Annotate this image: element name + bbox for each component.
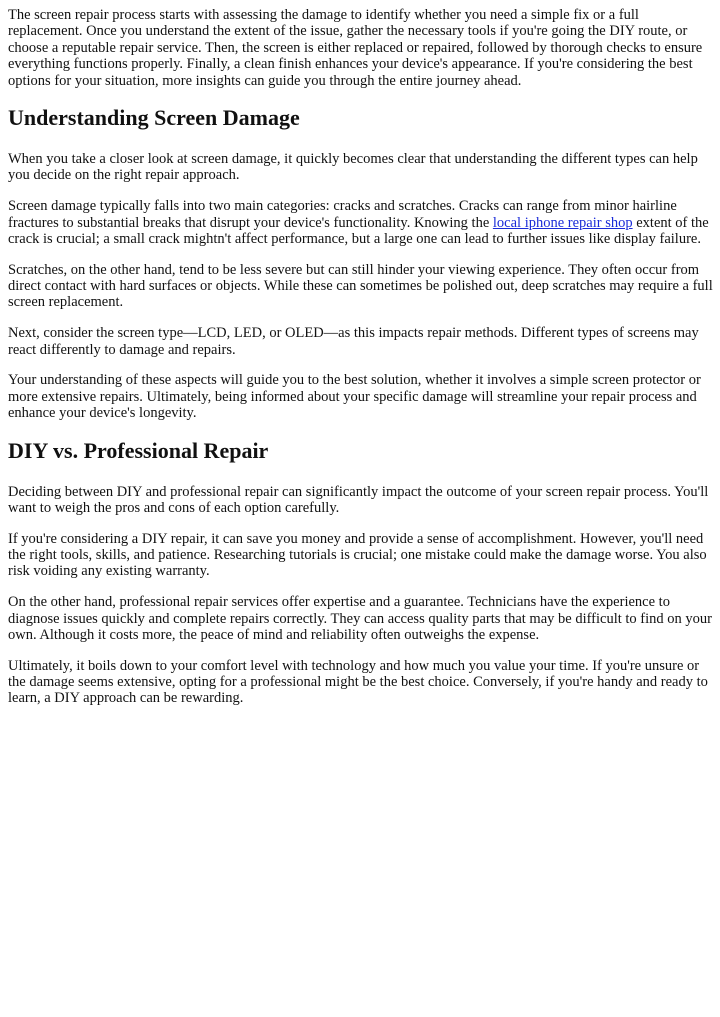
paragraph-text: extent of the crack is crucial; a small crack mightn't affect performance, but a large one can lead to further issues like display failure. [8, 214, 709, 247]
section-heading-diy-vs-professional: DIY vs. Professional Repair [8, 437, 269, 463]
section-heading-screen-damage: Understanding Screen Damage [8, 105, 300, 131]
paragraph: Scratches, on the other hand, tend to be less severe but can still hinder your viewing experience. They often occur from direct contact with hard surfaces or objects. While these can sometimes be polished out, deep scratches may require a full screen replacement. [8, 261, 713, 311]
paragraph: Ultimately, it boils down to your comfort level with technology and how much you value your time. If you're unsure or the damage seems extensive, opting for a professional might be the best choice. Conversely, if you're handy and ready to learn, a DIY approach can be rewarding. [8, 657, 708, 707]
paragraph: Your understanding of these aspects will guide you to the best solution, whether it involves a simple screen protector or more extensive repairs. Ultimately, being informed about your specific damage will streamline your repair process and enhance your device's longevity. [8, 372, 701, 422]
paragraph: When you take a closer look at screen damage, it quickly becomes clear that understanding the different types can help you decide on the right repair approach. [8, 151, 698, 184]
paragraph: Next, consider the screen type—LCD, LED, or OLED—as this impacts repair methods. Different types of screens may react differently to damage and repairs. [8, 325, 699, 358]
paragraph-with-link [8, 198, 714, 247]
intro-paragraph: The screen repair process starts with assessing the damage to identify whether you need a simple fix or a full replacement. Once you understand the extent of the issue, gather the necessary tools if you're going the DIY route, or choose a reputable repair service. Then, the screen is either replaced or repaired, followed by thorough checks to ensure everything functions properly. Finally, a clean finish enhances your device's appearance. If you're considering the best options for your situation, more insights can guide you through the entire journey ahead. [8, 7, 703, 89]
article-body [8, 7, 714, 721]
paragraph: Deciding between DIY and professional repair can significantly impact the outcome of your screen repair process. You'll want to weigh the pros and cons of each option carefully. [8, 483, 709, 516]
paragraph-text: Screen damage typically falls into two main categories: cracks and scratches. Cracks can range from minor hairline fractures to substantial breaks that disrupt your device's functionality. Knowing the [8, 198, 677, 231]
paragraph: On the other hand, professional repair services offer expertise and a guarantee. Technicians have the experience to diagnose issues quickly and complete repairs correctly. They can access quality parts that may be difficult to find on your own. Although it costs more, the peace of mind and reliability often outweighs the expense. [8, 594, 712, 643]
repair-shop-link[interactable]: local iphone repair shop [492, 214, 633, 231]
paragraph: If you're considering a DIY repair, it can save you money and provide a sense of accomplishment. However, you'll need the right tools, skills, and patience. Researching tutorials is crucial; one mistake could make the damage worse. You also risk voiding any existing warranty. [8, 530, 707, 580]
